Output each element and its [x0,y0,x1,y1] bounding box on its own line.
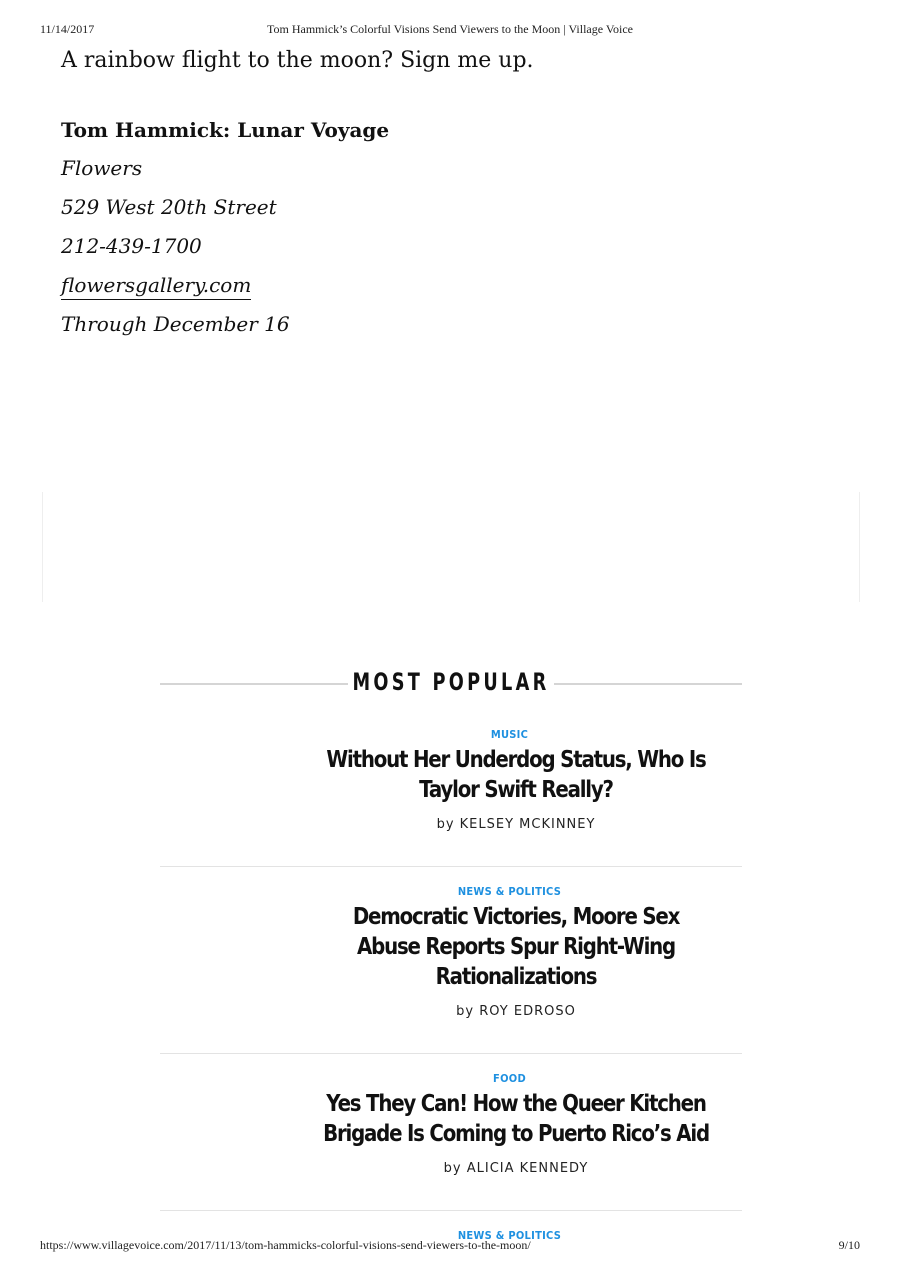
popular-story[interactable] [160,867,742,1054]
gallery-website-link[interactable]: flowersgallery.com [61,273,251,300]
story-headline[interactable]: Without Her Underdog Status, Who Is Taylor Swift Really? [326,747,706,803]
print-url: https://www.villagevoice.com/2017/11/13/tom-hammicks-colorful-visions-send-viewers-to-the-moon/ [40,1238,531,1252]
most-popular-header [160,660,742,710]
exhibition-info [61,116,821,339]
story-headline[interactable]: Democratic Victories, Moore Sex Abuse Reports Spur Right-Wing Rationalizations [352,904,680,990]
ad-placeholder [42,492,860,602]
divider-right [554,683,742,685]
popular-story[interactable] [160,710,742,867]
popular-story[interactable] [160,1054,742,1211]
print-page-title: Tom Hammick’s Colorful Visions Send Viewers to the Moon | Village Voice [267,22,633,36]
most-popular-label: MOST POPULAR [352,668,550,696]
exhibition-dates: Through December 16 [61,312,290,336]
article-paragraph: A rainbow flight to the moon? Sign me up. [61,48,534,73]
exhibition-title: Tom Hammick: Lunar Voyage [61,118,390,142]
story-byline: by ALICIA KENNEDY [443,1161,589,1176]
story-headline[interactable]: Yes They Can! How the Queer Kitchen Brigade Is Coming to Puerto Rico’s Aid [323,1091,709,1147]
article-body [61,46,821,349]
story-byline: by ROY EDROSO [456,1004,576,1019]
print-date: 11/14/2017 [40,22,95,36]
story-category[interactable]: FOOD [493,1072,526,1085]
most-popular-section [160,660,742,1246]
story-category[interactable]: NEWS & POLITICS [457,1229,562,1242]
gallery-website-line [61,271,821,300]
story-byline: by KELSEY MCKINNEY [436,817,596,832]
gallery-phone: 212-439-1700 [61,234,202,258]
gallery-name: Flowers [61,156,143,180]
story-category[interactable]: NEWS & POLITICS [457,885,562,898]
print-page-number: 9/10 [838,1238,860,1252]
story-category[interactable]: MUSIC [490,728,529,741]
gallery-address: 529 West 20th Street [61,195,277,219]
